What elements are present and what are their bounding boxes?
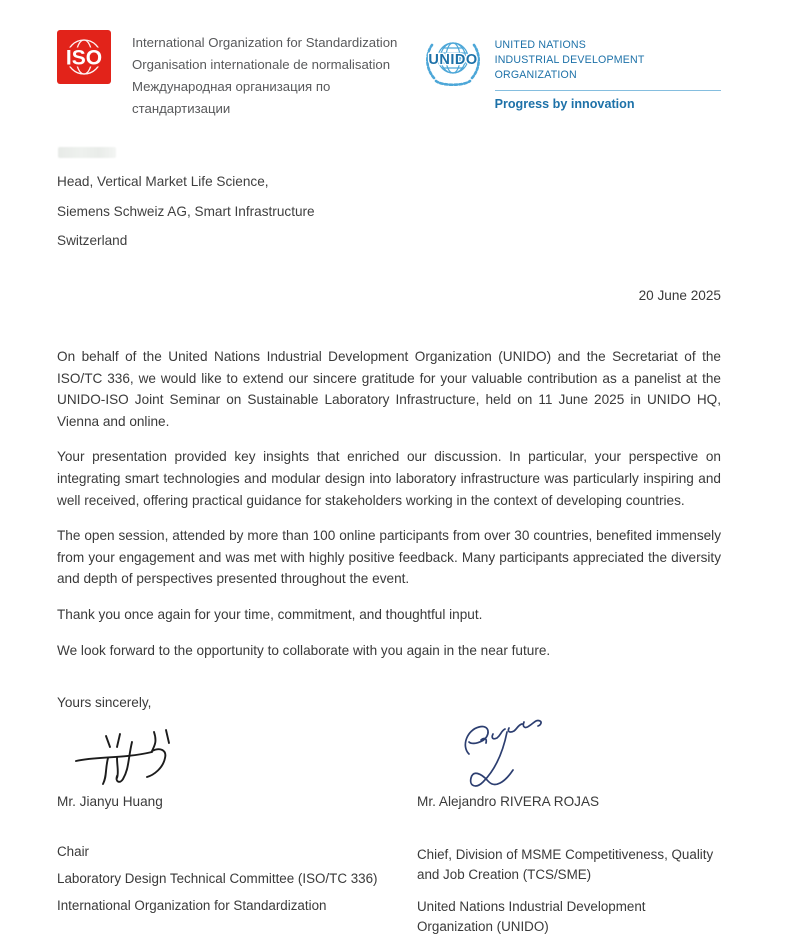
unido-tagline: Progress by innovation [494, 97, 635, 111]
left-title-organization: International Organization for Standardization [57, 898, 327, 914]
signature-row [57, 718, 721, 790]
signatory-names [57, 794, 721, 809]
iso-org-names [132, 32, 422, 120]
signatory-titles [57, 845, 721, 949]
redacted-recipient-name [58, 147, 116, 158]
closing-salutation: Yours sincerely, [57, 695, 152, 711]
unido-org-lines [495, 38, 721, 91]
iso-name-ru: Международная организация по стандартизации [132, 79, 331, 116]
recipient-address [57, 175, 721, 248]
unido-emblem-icon [422, 31, 484, 95]
iso-name-en: International Organization for Standardization [132, 35, 398, 50]
body-paragraph: On behalf of the United Nations Industrial Development Organization (UNIDO) and the Secretariat of the ISO/TC 336, we would like to extend our sincere gratitude for your valuable contribution as a panelist at the UNIDO-ISO Joint Seminar on Sustainable Laboratory Infrastructure, held on 11 June 2025 in UNIDO HQ, Vienna and online. [57, 349, 721, 429]
signature-jianyu-huang-icon [70, 724, 190, 790]
signatory-name-left: Mr. Jianyu Huang [57, 794, 163, 810]
recipient-line-title: Head, Vertical Market Life Science, [57, 174, 269, 189]
iso-logo-text: ISO [65, 46, 103, 70]
signatory-titles-left [57, 845, 417, 949]
unido-letterhead [422, 30, 721, 111]
iso-name-fr: Organisation internationale de normalisation [132, 57, 391, 72]
body-paragraph: Your presentation provided key insights that enriched our discussion. In particular, your perspective on integrating smart technologies and modular design into laboratory infrastructure was particularly inspiring and well received, offering practical guidance for stakeholders working in the context of developing countries. [57, 449, 721, 508]
letter-date: 20 June 2025 [638, 288, 721, 303]
left-title-committee: Laboratory Design Technical Committee (ISO/TC 336) [57, 871, 378, 887]
body-paragraph: The open session, attended by more than 100 online participants from over 30 countries, benefited immensely from your engagement and was met with highly positive feedback. Many participants appreciated the diversity and depth of perspectives presented throughout the event. [57, 528, 721, 587]
letter-body [57, 346, 721, 661]
signature-rivera-icon [443, 720, 561, 794]
recipient-line-country: Switzerland [57, 233, 128, 248]
signatory-titles-right [417, 845, 721, 949]
body-paragraph: Thank you once again for your time, commitment, and thoughtful input. [57, 606, 483, 622]
signatory-name-right: Mr. Alejandro RIVERA ROJAS [417, 794, 600, 810]
unido-org-names [495, 38, 721, 111]
body-paragraph: We look forward to the opportunity to collaborate with you again in the near future. [57, 642, 551, 658]
unido-emblem-text: UNIDO [427, 52, 478, 68]
recipient-line-company: Siemens Schweiz AG, Smart Infrastructure [57, 203, 315, 219]
iso-letterhead [57, 30, 422, 120]
iso-logo-icon [57, 30, 111, 84]
right-title-chief: Chief, Division of MSME Competitiveness, Quality and Job Creation (TCS/SME) [417, 847, 714, 883]
unido-name-line1: UNITED NATIONS [494, 39, 587, 51]
unido-name-line2: INDUSTRIAL DEVELOPMENT ORGANIZATION [494, 54, 645, 81]
letterhead [57, 30, 721, 120]
left-title-chair: Chair [57, 844, 89, 860]
right-title-organization: United Nations Industrial Development Organization (UNIDO) [417, 899, 646, 935]
